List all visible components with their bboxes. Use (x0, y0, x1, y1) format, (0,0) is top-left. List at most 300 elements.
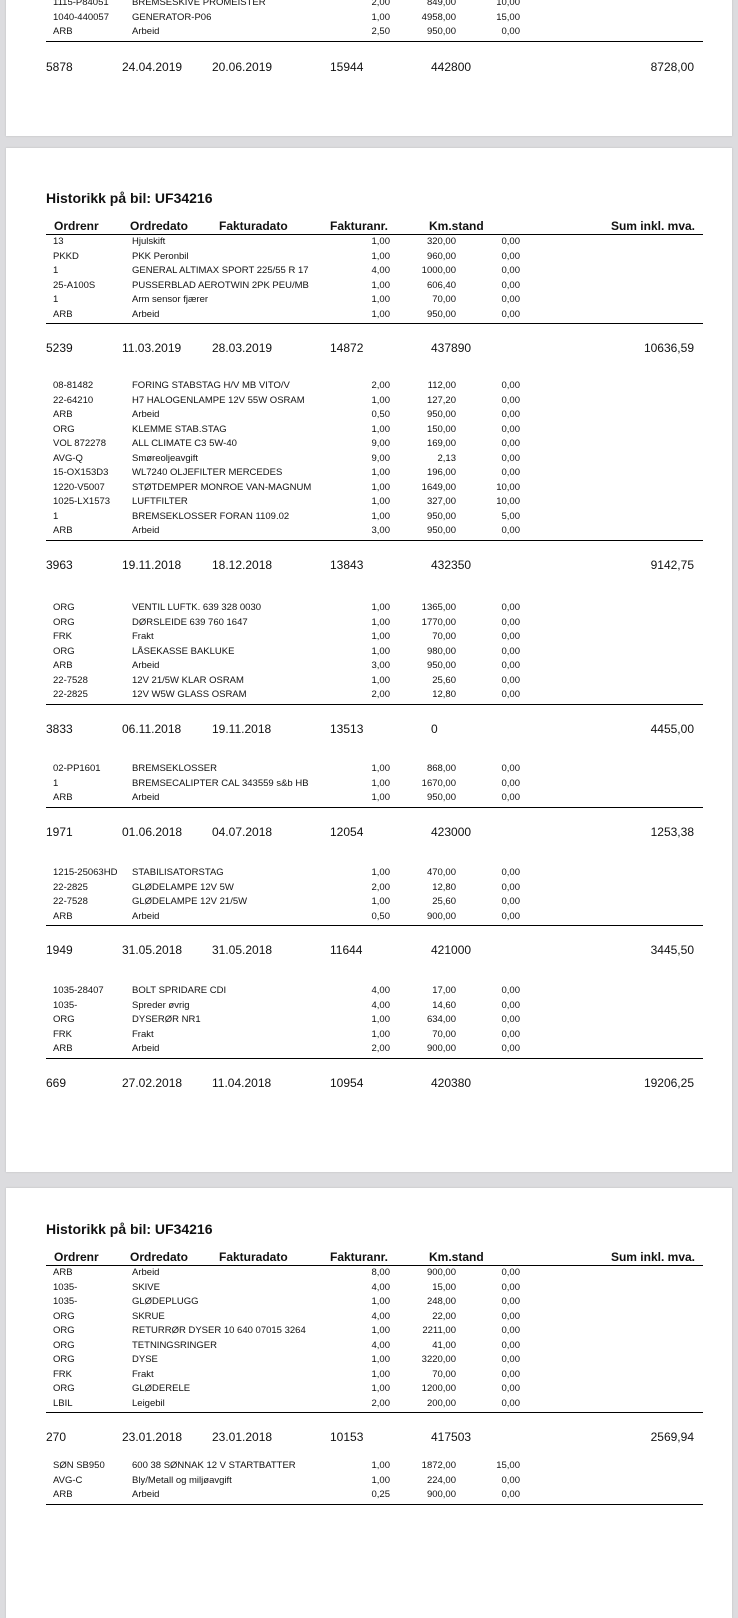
item-code: ARB (53, 792, 73, 803)
item-discount: 5,00 (501, 510, 520, 522)
item-price: 606,40 (426, 279, 456, 291)
item-qty: 1,00 (371, 602, 390, 613)
line-item (6, 1295, 706, 1310)
invoice-date: 04.07.2018 (212, 824, 273, 839)
item-discount: 0,00 (501, 777, 520, 789)
item-discount: 0,00 (501, 1489, 520, 1500)
item-qty: 1,00 (371, 423, 390, 435)
line-item (6, 235, 706, 250)
item-qty: 1,00 (371, 1474, 390, 1486)
item-code: 1215-25063HD (53, 867, 118, 878)
item-price: 41,00 (432, 1339, 456, 1351)
line-item (6, 1339, 706, 1354)
item-qty: 1,00 (371, 645, 390, 657)
order-date: 06.11.2018 (122, 721, 182, 736)
item-desc: GENERAL ALTIMAX SPORT 225/55 R 17 (132, 265, 309, 276)
item-price: 248,00 (426, 1296, 456, 1307)
item-desc: SKIVE (132, 1281, 160, 1293)
line-item (6, 293, 706, 308)
divider (46, 1058, 703, 1059)
order-summary (6, 825, 706, 841)
col-kmstand: Km.stand (429, 1250, 484, 1264)
item-code: 25-A100S (53, 279, 96, 291)
line-item (6, 279, 706, 294)
line-item (6, 11, 706, 26)
item-desc: PUSSERBLAD AEROTWIN 2PK PEU/MB (132, 279, 309, 291)
item-code: 22-64210 (53, 394, 94, 406)
item-desc: KLEMME STAB.STAG (132, 423, 227, 435)
item-desc: 12V W5W GLASS OSRAM (132, 689, 247, 700)
item-code: 1035-28407 (53, 985, 104, 996)
item-qty: 1,00 (371, 510, 390, 522)
item-discount: 0,00 (501, 689, 520, 700)
item-qty: 1,00 (371, 1014, 390, 1025)
item-price: 25,60 (432, 674, 456, 686)
item-price: 150,00 (426, 423, 456, 435)
item-price: 900,00 (426, 1267, 456, 1278)
order-summary (6, 60, 706, 76)
mileage: 423000 (431, 824, 472, 839)
item-qty: 2,00 (371, 1043, 390, 1054)
order-number: 3833 (46, 721, 73, 736)
item-discount: 0,00 (501, 616, 520, 628)
line-item (6, 1397, 706, 1412)
item-price: 196,00 (426, 467, 456, 478)
item-desc: BREMSEKLOSSER (132, 763, 217, 774)
col-sum: Sum inkl. mva. (610, 1250, 695, 1264)
line-item (6, 0, 706, 11)
item-qty: 1,00 (371, 1383, 390, 1394)
item-code: ORG (53, 1354, 75, 1365)
item-desc: BREMSEKLOSSER FORAN 1109.02 (132, 510, 290, 522)
line-item (6, 688, 706, 703)
col-fakturanr: Fakturanr. (330, 1250, 389, 1264)
item-qty: 1,00 (371, 250, 390, 262)
order-date: 23.01.2018 (122, 1430, 183, 1444)
item-qty: 1,00 (371, 279, 390, 291)
line-item (6, 437, 706, 452)
mileage: 437890 (431, 341, 472, 355)
item-discount: 0,00 (501, 631, 520, 642)
item-desc: PKK Peronbil (132, 250, 189, 262)
item-price: 900,00 (426, 1489, 456, 1500)
line-item (6, 25, 706, 40)
line-item (6, 250, 706, 265)
invoice-date: 28.03.2019 (212, 341, 273, 355)
line-item (6, 616, 706, 631)
item-price: 950,00 (426, 409, 456, 420)
item-desc: Arm sensor fjærer (132, 294, 209, 305)
item-code: ARB (53, 1267, 73, 1278)
item-discount: 0,00 (501, 1397, 520, 1409)
item-price: 112,00 (427, 380, 456, 391)
invoice-date: 20.06.2019 (212, 60, 273, 74)
item-desc: Frakt (132, 1028, 154, 1040)
item-qty: 1,00 (371, 763, 390, 774)
order-summary (6, 943, 706, 959)
item-discount: 0,00 (501, 792, 520, 803)
item-code: ORG (53, 1310, 75, 1322)
order-date: 19.11.2018 (122, 557, 182, 572)
item-desc: WL7240 OLJEFILTER MERCEDES (132, 467, 283, 478)
item-code: 1025-LX1573 (53, 496, 111, 507)
col-ordrenr: Ordrenr (54, 219, 99, 233)
item-discount: 0,00 (501, 394, 520, 406)
item-discount: 0,00 (501, 250, 520, 262)
item-code: 1035- (53, 1281, 78, 1293)
item-discount: 10,00 (496, 496, 520, 507)
item-discount: 0,00 (501, 1296, 520, 1307)
item-desc: Frakt (132, 631, 154, 642)
item-discount: 10,00 (496, 481, 520, 493)
column-header (46, 1249, 703, 1266)
item-price: 950,00 (426, 308, 456, 320)
item-qty: 1,00 (371, 631, 390, 642)
item-price: 4958,00 (421, 11, 456, 23)
item-desc: Spreder øvrig (132, 999, 190, 1011)
item-desc: Arbeid (132, 792, 160, 803)
line-item (6, 1488, 706, 1503)
item-desc: STØTDEMPER MONROE VAN-MAGNUM (132, 481, 312, 493)
item-price: 1649,00 (421, 481, 456, 493)
item-desc: TETNINGSRINGER (132, 1339, 217, 1351)
item-qty: 0,50 (371, 910, 390, 922)
line-item (6, 408, 706, 423)
item-price: 70,00 (432, 631, 456, 642)
item-desc: RETURRØR DYSER 10 640 07015 3264 (132, 1325, 306, 1336)
divider (46, 925, 703, 926)
page-title: Historikk på bil: UF34216 (46, 190, 213, 206)
item-desc: Smøreoljeavgift (132, 452, 198, 464)
line-item (6, 394, 706, 409)
item-qty: 9,00 (371, 452, 390, 464)
item-price: 224,00 (426, 1474, 456, 1486)
item-code: 1 (53, 510, 59, 522)
col-fakturadato: Fakturadato (219, 219, 288, 233)
item-price: 12,80 (432, 881, 456, 893)
item-qty: 8,00 (371, 1267, 390, 1278)
item-code: 1035- (53, 1296, 78, 1307)
item-qty: 1,00 (371, 896, 390, 907)
line-item (6, 866, 706, 881)
item-desc: STABILISATORSTAG (132, 867, 224, 878)
item-price: 2,13 (437, 452, 456, 464)
item-desc: Arbeid (132, 660, 160, 671)
mileage: 0 (431, 721, 438, 736)
line-item (6, 1281, 706, 1296)
item-price: 1365,00 (421, 602, 456, 613)
item-price: 868,00 (426, 763, 456, 774)
line-item (6, 1266, 706, 1281)
item-discount: 0,00 (501, 265, 520, 276)
order-total: 19206,25 (643, 1075, 694, 1090)
item-desc: LUFTFILTER (132, 496, 188, 507)
item-qty: 1,00 (371, 616, 390, 628)
item-price: 2211,00 (422, 1325, 456, 1336)
item-discount: 0,00 (501, 26, 520, 37)
item-desc: Arbeid (132, 525, 160, 536)
item-discount: 0,00 (501, 867, 520, 878)
item-discount: 10,00 (496, 0, 520, 8)
order-total: 4455,00 (650, 721, 694, 736)
item-discount: 0,00 (501, 881, 520, 893)
line-item (6, 264, 706, 279)
item-discount: 0,00 (501, 279, 520, 291)
item-discount: 15,00 (496, 1460, 520, 1471)
col-ordredato: Ordredato (130, 219, 189, 233)
order-date: 01.06.2018 (122, 824, 183, 839)
item-discount: 0,00 (501, 763, 520, 774)
order-total: 8728,00 (650, 60, 694, 74)
item-price: 950,00 (426, 26, 456, 37)
item-price: 15,00 (432, 1281, 456, 1293)
item-qty: 0,25 (371, 1489, 390, 1500)
order-summary (6, 722, 706, 738)
line-item (6, 510, 706, 525)
col-ordrenr: Ordrenr (54, 1250, 99, 1264)
line-item (6, 881, 706, 896)
item-desc: BREMSESKIVE PROMEISTER (132, 0, 266, 8)
item-price: 950,00 (426, 525, 456, 536)
line-item (6, 659, 706, 674)
item-discount: 0,00 (501, 467, 520, 478)
page-1 (6, 0, 732, 136)
item-discount: 0,00 (501, 1383, 520, 1394)
item-desc: BOLT SPRIDARE CDI (132, 985, 227, 996)
item-desc: LÅSEKASSE BAKLUKE (132, 645, 235, 657)
item-desc: Frakt (132, 1368, 154, 1380)
item-desc: Bly/Metall og miljøavgift (132, 1474, 232, 1486)
mileage: 417503 (431, 1430, 472, 1444)
item-code: ORG (53, 1014, 75, 1025)
item-desc: Hjulskift (132, 236, 166, 247)
order-date: 31.05.2018 (122, 943, 183, 957)
item-discount: 0,00 (501, 1310, 520, 1322)
invoice-number: 10153 (330, 1430, 364, 1444)
order-total: 10636,59 (643, 341, 694, 355)
order-number: 1971 (46, 824, 73, 839)
item-discount: 0,00 (501, 985, 520, 996)
order-total: 9142,75 (650, 557, 694, 572)
item-discount: 0,00 (501, 409, 520, 420)
line-item (6, 308, 706, 323)
item-qty: 1,00 (371, 674, 390, 686)
order-number: 669 (46, 1075, 67, 1090)
page-3 (6, 1188, 732, 1618)
item-desc: Arbeid (132, 1267, 160, 1278)
item-code: 22-7528 (53, 896, 88, 907)
item-discount: 0,00 (501, 294, 520, 305)
item-code: AVG-C (53, 1474, 83, 1486)
item-code: 1 (53, 265, 59, 276)
item-desc: Leigebil (132, 1397, 165, 1409)
item-qty: 2,00 (371, 380, 390, 391)
item-desc: FORING STABSTAG H/V MB VITO/V (132, 380, 290, 391)
invoice-number: 13513 (330, 721, 364, 736)
item-code: ARB (53, 1489, 73, 1500)
line-item (6, 1310, 706, 1325)
item-code: ORG (53, 423, 75, 435)
item-discount: 0,00 (501, 660, 520, 671)
invoice-number: 13843 (330, 557, 364, 572)
item-price: 980,00 (426, 645, 456, 657)
item-qty: 1,00 (371, 467, 390, 478)
item-qty: 2,50 (371, 26, 390, 37)
item-price: 327,00 (426, 496, 456, 507)
item-discount: 0,00 (501, 645, 520, 657)
item-code: SØN SB950 (53, 1460, 105, 1471)
line-item (6, 466, 706, 481)
line-item (6, 1459, 706, 1474)
item-qty: 1,00 (371, 481, 390, 493)
item-code: FRK (53, 1368, 72, 1380)
item-price: 70,00 (432, 1028, 456, 1040)
order-number: 5878 (46, 60, 73, 74)
item-desc: Arbeid (132, 409, 160, 420)
item-discount: 0,00 (501, 896, 520, 907)
col-ordredato: Ordredato (130, 1250, 189, 1264)
order-total: 3445,50 (650, 943, 694, 957)
item-price: 1872,00 (421, 1460, 456, 1471)
item-code: 22-2825 (53, 881, 88, 893)
item-desc: Arbeid (132, 1489, 160, 1500)
invoice-number: 15944 (330, 60, 364, 74)
item-code: ARB (53, 525, 73, 536)
item-qty: 1,00 (371, 294, 390, 305)
item-discount: 0,00 (501, 438, 520, 449)
item-desc: Arbeid (132, 26, 160, 37)
item-discount: 0,00 (501, 1014, 520, 1025)
item-desc: Arbeid (132, 1043, 160, 1054)
item-qty: 1,00 (371, 1354, 390, 1365)
item-qty: 4,00 (371, 1339, 390, 1351)
item-qty: 1,00 (371, 1028, 390, 1040)
item-price: 169,00 (426, 438, 456, 449)
item-desc: DYSERØR NR1 (132, 1014, 201, 1025)
line-item (6, 984, 706, 999)
item-code: FRK (53, 1028, 72, 1040)
item-code: ARB (53, 1043, 73, 1054)
invoice-number: 14872 (330, 341, 364, 355)
item-discount: 0,00 (501, 1043, 520, 1054)
item-code: ORG (53, 1325, 75, 1336)
item-desc: GENERATOR-P06 (132, 11, 212, 23)
item-code: LBIL (53, 1397, 73, 1409)
item-price: 17,00 (432, 985, 456, 996)
item-desc: GLØDELAMPE 12V 5W (132, 881, 234, 893)
item-discount: 0,00 (501, 1267, 520, 1278)
invoice-number: 12054 (330, 824, 364, 839)
item-discount: 0,00 (501, 525, 520, 536)
item-price: 70,00 (432, 294, 456, 305)
item-price: 1770,00 (421, 616, 456, 628)
item-qty: 4,00 (371, 265, 390, 276)
item-discount: 0,00 (501, 1028, 520, 1040)
item-code: ARB (53, 409, 73, 420)
item-desc: GLØDELAMPE 12V 21/5W (132, 896, 248, 907)
item-qty: 1,00 (371, 867, 390, 878)
item-price: 200,00 (426, 1397, 456, 1409)
item-code: 08-81482 (53, 380, 94, 391)
order-number: 5239 (46, 341, 73, 355)
item-price: 470,00 (426, 867, 456, 878)
item-qty: 2,00 (371, 0, 390, 8)
line-item (6, 1382, 706, 1397)
line-item (6, 1368, 706, 1383)
item-code: 22-2825 (53, 689, 88, 700)
item-price: 1200,00 (421, 1383, 456, 1394)
item-desc: Arbeid (132, 308, 160, 320)
item-price: 900,00 (426, 910, 456, 922)
invoice-date: 11.04.2018 (212, 1075, 272, 1090)
line-item (6, 1042, 706, 1057)
item-price: 1000,00 (421, 265, 456, 276)
order-date: 27.02.2018 (122, 1075, 183, 1090)
invoice-number: 11644 (330, 943, 363, 957)
line-item (6, 791, 706, 806)
item-code: ORG (53, 602, 75, 613)
item-qty: 1,00 (371, 792, 390, 803)
item-code: 13 (53, 236, 64, 247)
line-item (6, 910, 706, 925)
line-item (6, 1013, 706, 1028)
order-date: 11.03.2019 (122, 341, 182, 355)
order-total: 2569,94 (650, 1430, 694, 1444)
item-price: 950,00 (426, 660, 456, 671)
item-qty: 1,00 (371, 236, 390, 247)
item-qty: 1,00 (371, 11, 390, 23)
mileage: 420380 (431, 1075, 472, 1090)
item-discount: 0,00 (501, 1281, 520, 1293)
line-item (6, 630, 706, 645)
item-discount: 0,00 (501, 452, 520, 464)
item-price: 320,00 (426, 236, 456, 247)
invoice-date: 31.05.2018 (212, 943, 273, 957)
item-price: 127,20 (426, 394, 456, 406)
item-code: ORG (53, 645, 75, 657)
order-summary (6, 558, 706, 574)
item-price: 3220,00 (421, 1354, 456, 1365)
item-code: ARB (53, 910, 73, 922)
item-discount: 0,00 (501, 1474, 520, 1486)
item-code: ORG (53, 1383, 75, 1394)
divider (46, 1504, 703, 1505)
item-code: ARB (53, 308, 73, 320)
item-qty: 4,00 (371, 1281, 390, 1293)
page-2 (6, 148, 732, 1172)
item-qty: 3,00 (371, 525, 390, 536)
item-price: 950,00 (426, 792, 456, 803)
item-code: ORG (53, 1339, 75, 1351)
order-summary (6, 1430, 706, 1446)
order-summary (6, 341, 706, 357)
item-discount: 0,00 (501, 380, 520, 391)
item-price: 14,60 (432, 999, 456, 1011)
item-qty: 2,00 (371, 881, 390, 893)
item-code: 1040-440057 (53, 11, 109, 23)
item-code: 1 (53, 777, 59, 789)
divider (46, 41, 703, 42)
order-summary (6, 1076, 706, 1092)
line-item (6, 674, 706, 689)
divider (46, 1412, 703, 1413)
item-qty: 4,00 (371, 985, 390, 996)
item-qty: 1,00 (371, 1460, 390, 1471)
item-desc: H7 HALOGENLAMPE 12V 55W OSRAM (132, 394, 305, 406)
item-code: 1035- (53, 999, 78, 1011)
item-price: 1670,00 (421, 777, 456, 789)
line-item (6, 481, 706, 496)
